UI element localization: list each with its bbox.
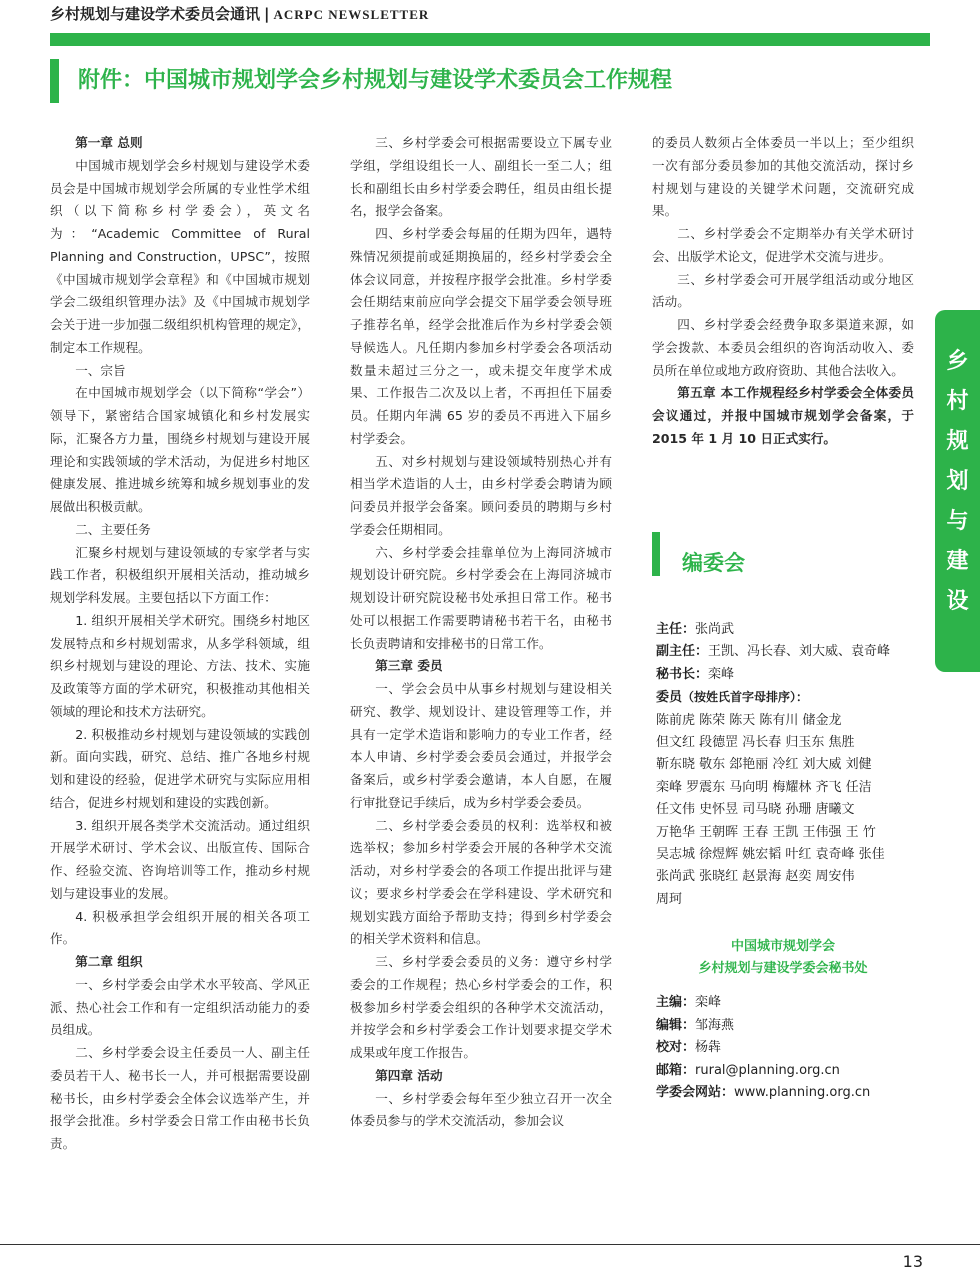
side-tab-char: 乡 (946, 349, 969, 374)
paragraph: 一、乡村学委会由学术水平较高、学风正派、热心社会工作和有一定组织活动能力的委员组成。 (50, 976, 310, 1038)
members-line: 万艳华 王朝晖 王春 王凯 王伟强 王 竹 (656, 824, 876, 840)
paragraph: 第五章 本工作规程经乡村学委会全体委员会议通过，并报中国城市规划学会备案，于 2015 年 1 月 10 日正式实行。 (652, 385, 914, 446)
members-note: （按姓氏首字母排序）： (682, 690, 809, 705)
info-value: www.planning.org.cn (734, 1085, 871, 1101)
side-tab-char: 建 (946, 549, 969, 574)
info-label: 主编： (656, 995, 696, 1010)
header-title-en: ACRPC NEWSLETTER (273, 7, 430, 22)
chapter-heading: 第四章 活动 (375, 1067, 443, 1083)
vice-director-row (656, 641, 916, 663)
title-accent-bar (50, 59, 59, 103)
info-label: 校对： (656, 1040, 696, 1056)
chapter-heading: 第三章 委员 (375, 658, 443, 674)
paragraph: 三、乡村学委会可开展学组活动或分地区活动。 (652, 271, 914, 310)
secretary-name: 栾峰 (708, 666, 735, 682)
info-value: 邹海燕 (695, 1017, 735, 1033)
page-number: 13 (902, 1252, 923, 1271)
paragraph: 四、乡村学委会每届的任期为四年，遇特殊情况须提前或延期换届的，经乡村学委会全体会议同意，并按程序报学会批准。乡村学委会任期结束前应向学会提交下届学委会领导班子推荐名单，经学会批准后作为乡村学委会领导候选人。凡任期内参加乡村学委会各项活动数量未超过三分之一，或未提交年度学术成果、工作报告二次及以上者，不再担任下届委员。任期内年满 65 岁的委员不再进入下届乡村学委会。 (350, 226, 612, 446)
paragraph: 的委员人数须占全体委员一半以上；至少组织一次有部分委员参加的其他交流活动，探讨乡村规划与建设的关键学术问题，交流研究成果。 (652, 135, 914, 219)
header-separator: | (264, 5, 270, 23)
members-list (656, 710, 916, 912)
header-title-cn: 乡村规划与建设学术委员会通讯 (50, 5, 261, 23)
members-heading (656, 686, 916, 709)
paragraph: 一、宗旨 (75, 362, 126, 378)
vice-director-label: 副主任： (656, 644, 709, 660)
paragraph: 二、乡村学委会不定期举办有关学术研讨会、出版学术论文，促进学术交流与进步。 (652, 226, 914, 264)
members-line: 栾峰 罗震东 马向明 梅耀林 齐飞 任洁 (656, 779, 872, 795)
paragraph: 一、乡村学委会每年至少独立召开一次全体委员参与的学术交流活动，参加会议 (350, 1090, 612, 1129)
info-label: 学委会网站： (656, 1085, 735, 1101)
director-label: 主任： (656, 622, 696, 637)
side-tab-char: 村 (946, 389, 969, 414)
section-side-tab (935, 310, 980, 672)
side-tab-text (935, 342, 980, 622)
text-column-3 (652, 132, 914, 451)
paragraph: 中国城市规划学会乡村规划与建设学术委员会是中国城市规划学会所属的专业性学术组织（以下简称乡村学委会），英文名为：“Academic Committee of Rural Planning and Construction，UPSC”，按照《中国城市规划学会章程》和《中国城市规划学会二级组织管理办法》及《中国城市规划学会关于进一步加强二级组织机构管理的规定》，制定本工作规程。 (50, 157, 310, 355)
members-line: 吴志城 徐煜辉 姚宏韬 叶红 袁奇峰 张佳 (656, 847, 885, 863)
info-label: 编辑： (656, 1017, 696, 1033)
chapter-heading: 第一章 总则 (75, 135, 143, 150)
info-row (656, 1015, 916, 1038)
page-title: 附件：中国城市规划学会乡村规划与建设学术委员会工作规程 (78, 68, 673, 93)
info-row (656, 992, 916, 1015)
members-line: 陈前虎 陈荣 陈天 陈有川 储金龙 (656, 712, 842, 728)
secretary-row (656, 664, 916, 686)
organization-block (652, 936, 914, 980)
paragraph: 一、学会会员中从事乡村规划与建设相关研究、教学、规划设计、建设管理等工作，并具有一定学术造诣和影响力的专业工作者，经本人申请、乡村学委会委员会通过，并报学会备案后，或乡村学委会邀请，本人自愿，在履行审批登记手续后，成为乡村学委会委员。 (350, 681, 612, 810)
paragraph: 四、乡村学委会经费争取多渠道来源，如学会拨款、本委员会组织的咨询活动收入、委员所在单位或地方政府资助、其他合法收入。 (652, 317, 914, 378)
director-name: 张尚武 (695, 622, 735, 637)
secretary-label: 秘书长： (656, 666, 709, 682)
newsletter-header (50, 4, 930, 30)
paragraph: 二、主要任务 (75, 521, 151, 537)
members-label: 委员 (656, 690, 683, 706)
contact-info (656, 992, 916, 1105)
members-line: 靳东晓 敬东 郐艳丽 冷红 刘大威 刘健 (656, 757, 872, 773)
side-tab-char: 与 (946, 509, 969, 534)
side-tab-char: 划 (946, 469, 969, 494)
paragraph: 在中国城市规划学会（以下简称“学会”）领导下，紧密结合国家城镇化和乡村发展实际，汇聚各方力量，围绕乡村规划与建设开展理论和实践领域的学术活动，为促进乡村地区健康发展、推进城乡统筹和城乡规划事业的发展做出积极贡献。 (50, 385, 310, 514)
paragraph: 五、对乡村规划与建设领域特别热心并有相当学术造诣的人士，由乡村学委会聘请为顾问委员并报学会备案。顾问委员的聘期与乡村学委会任期相同。 (350, 453, 612, 537)
info-value: 栾峰 (695, 995, 722, 1010)
paragraph: 1. 组织开展相关学术研究。围绕乡村地区发展特点和乡村规划需求，从多学科领域，组织乡村规划与建设的理论、方法、技术、实施及政策等方面的学术研究，积极推动其他相关领域的理论和技术方法研究。 (50, 612, 310, 719)
footer-divider (0, 1244, 980, 1245)
info-value: rural@planning.org.cn (695, 1062, 840, 1078)
editorial-title: 编委会 (682, 551, 745, 575)
members-line: 张尚武 张晓红 赵景海 赵奕 周安伟 (656, 869, 855, 885)
vice-director-names: 王凯、冯长春、刘大威、袁奇峰 (708, 644, 891, 660)
paragraph: 三、乡村学委会委员的义务：遵守乡村学委会的工作规程；热心乡村学委会的工作，积极参加乡村学委会组织的各种学术交流活动，并按学会和乡村学委会工作计划要求提交学术成果或年度工作报告。 (350, 954, 612, 1060)
info-row (656, 1082, 916, 1105)
chapter-heading: 第二章 组织 (75, 954, 143, 969)
paragraph: 2. 积极推动乡村规划与建设领域的实践创新。面向实践，研究、总结、推广各地乡村规划和建设的经验，促进学术研究与实际应用相结合，促进乡村规划和建设的实践创新。 (50, 726, 310, 810)
text-column-2 (350, 132, 612, 1133)
organization-line-1: 中国城市规划学会 (730, 939, 835, 954)
info-row (656, 1060, 916, 1083)
side-tab-char: 设 (946, 589, 969, 614)
paragraph: 二、乡村学委会委员的权利：选举权和被选举权；参加乡村学委会开展的各种学术交流活动，对乡村学委会的各项工作提出批评与建议；要求乡村学委会在学科建设、学术研究和规划实践方面给予帮助支持；得到乡村学委会的相关学术资料和信息。 (350, 817, 612, 947)
members-line: 任文伟 史怀昱 司马晓 孙珊 唐曦文 (656, 802, 855, 818)
members-line: 但文红 段德罡 冯长春 归玉东 焦胜 (656, 735, 855, 751)
info-label: 邮箱： (656, 1062, 696, 1078)
director-row (656, 619, 916, 641)
info-row (656, 1037, 916, 1060)
paragraph: 六、乡村学委会挂靠单位为上海同济城市规划设计研究院。乡村学委会在上海同济城市规划设计研究院设秘书处承担日常工作。秘书处可以根据工作需要聘请秘书若干名，由秘书长负责聘请和安排秘书的日常工作。 (350, 544, 612, 651)
paragraph: 3. 组织开展各类学术交流活动。通过组织开展学术研讨、学术会议、出版宣传、国际合作、经验交流、咨询培训等工作，推动乡村规划与建设事业的发展。 (50, 817, 310, 901)
editorial-board (656, 619, 916, 911)
text-column-1 (50, 132, 310, 1156)
paragraph: 汇聚乡村规划与建设领域的专家学者与实践工作者，积极组织开展相关活动，推动城乡规划学科发展。主要包括以下方面工作： (50, 544, 310, 605)
side-tab-char: 规 (946, 429, 969, 454)
members-line: 周珂 (656, 891, 683, 907)
header-green-bar (50, 33, 930, 46)
paragraph: 二、乡村学委会设主任委员一人、副主任委员若干人、秘书长一人，并可根据需要设副秘书长，由乡村学委会全体会议选举产生，并报学会批准。乡村学委会日常工作由秘书长负责。 (50, 1045, 310, 1151)
paragraph: 4. 积极承担学会组织开展的相关各项工作。 (50, 908, 310, 947)
organization-line-2: 乡村规划与建设学委会秘书处 (698, 961, 868, 976)
paragraph: 三、乡村学委会可根据需要设立下属专业学组，学组设组长一人、副组长一至二人；组长和副组长由乡村学委会聘任，组员由组长提名，报学会备案。 (350, 135, 612, 219)
info-value: 杨犇 (695, 1040, 722, 1056)
editorial-accent-bar (652, 532, 660, 576)
